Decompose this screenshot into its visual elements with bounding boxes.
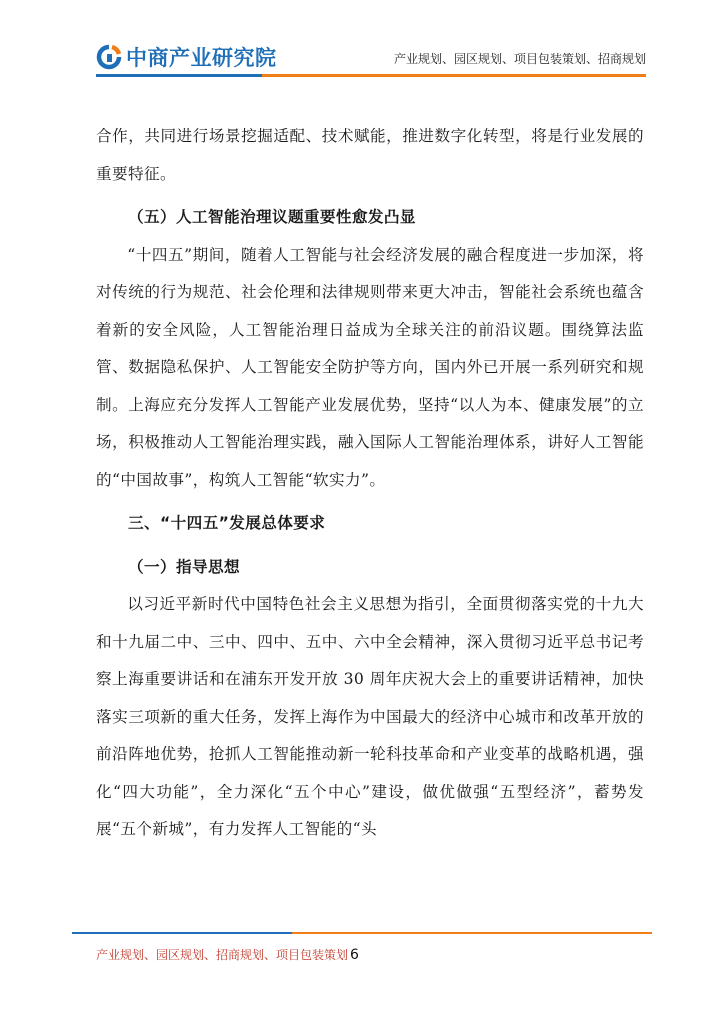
section-heading-5: （五）人工智能治理议题重要性愈发凸显 — [128, 208, 416, 226]
section-heading-guiding-ideology: （一）指导思想 — [128, 557, 240, 576]
logo — [96, 42, 277, 72]
header-divider-blue — [96, 74, 262, 77]
header-tagline: 产业规划、园区规划、项目包装策划、招商规划 — [393, 52, 646, 66]
document-body — [96, 118, 644, 849]
logo-mark-icon — [96, 44, 122, 70]
footer-divider-orange — [292, 932, 652, 934]
chapter-heading-3: 三、“十四五”发展总体要求 — [128, 514, 326, 532]
paragraph-ai-governance: “十四五”期间，随着人工智能与社会经济发展的融合程度进一步加深，将对传统的行为规范、社会伦理和法律规则带来更大冲击，智能社会系统也蕴含着新的安全风险，人工智能治理日益成为全球关注的前沿议题。围绕算法监管、数据隐私保护、人工智能安全防护等方向，国内外已开展一系列研究和规制。上海应充分发挥人工智能产业发展优势，坚持“以人为本、健康发展”的立场，积极推动人工智能治理实践，融入国际人工智能治理体系，讲好人工智能的“中国故事”，构筑人工智能“软实力”。 — [96, 245, 644, 489]
footer-text: 产业规划、园区规划、招商规划、项目包装策划 — [96, 948, 349, 962]
page-number: 6 — [350, 947, 359, 963]
paragraph-continued: 合作，共同进行场景挖掘适配、技术赋能，推进数字化转型，将是行业发展的重要特征。 — [96, 127, 644, 183]
page-header — [0, 0, 724, 90]
header-divider-orange — [262, 74, 646, 77]
page-footer — [96, 946, 359, 963]
footer-divider-blue — [72, 932, 292, 934]
logo-text: 中商产业研究院 — [126, 46, 277, 70]
paragraph-guiding-ideology: 以习近平新时代中国特色社会主义思想为指引，全面贯彻落实党的十九大和十九届二中、三中、四中、五中、六中全会精神，深入贯彻习近平总书记考察上海重要讲话和在浦东开发开放 30 周年庆祝大会上的重要讲话精神，加快落实三项新的重大任务，发挥上海作为中国最大的经济中心城市和改革开放的前沿阵地优势，抢抓人工智能推动新一轮科技革命和产业变革的战略机遇，强化“四大功能”，全力深化“五个中心”建设，做优做强“五型经济”，蓄势发展“五个新城”，有力发挥人工智能的“头 — [96, 595, 644, 838]
